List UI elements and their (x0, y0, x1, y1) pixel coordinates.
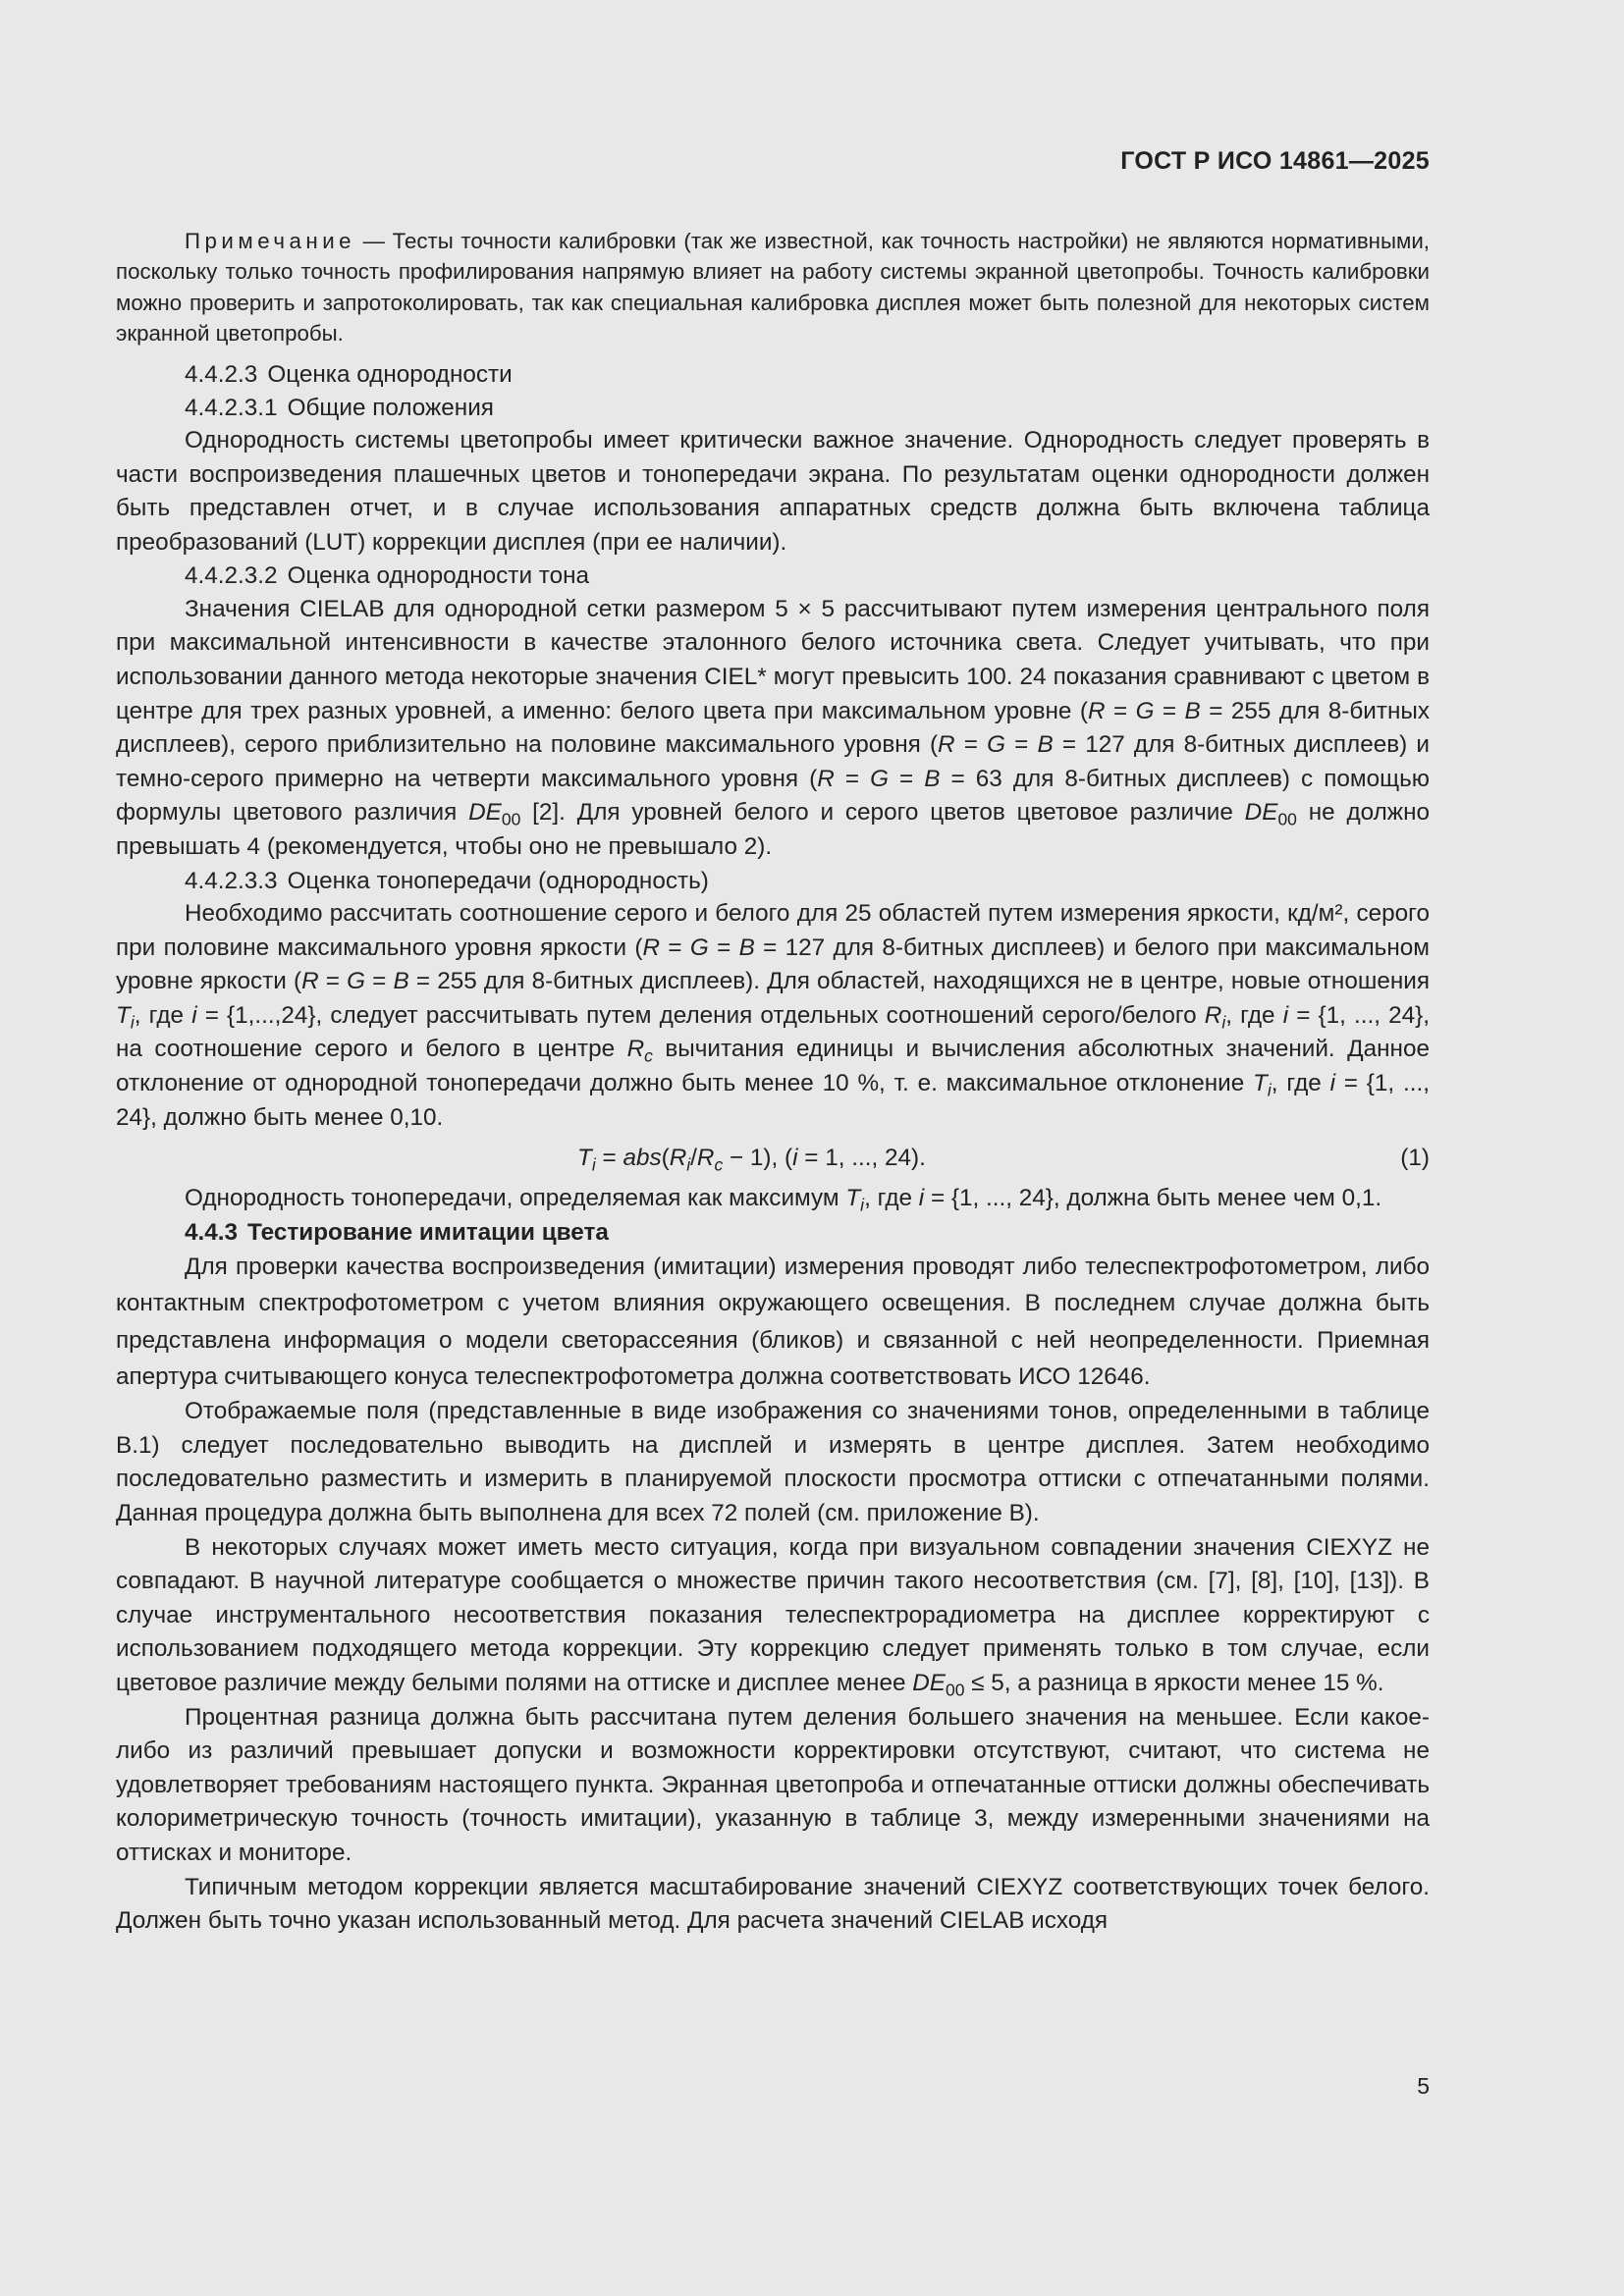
symbol-g: G (987, 731, 1005, 759)
subscript-i: i (130, 1012, 135, 1033)
text-run: = 63 для 8-битных дисплеев) с помощью формулы цветового различия (116, 765, 1430, 827)
note-label: Примечание (185, 229, 356, 253)
standard-header: ГОСТ Р ИСО 14861—2025 (1120, 147, 1430, 175)
subscript-i: i (1221, 1012, 1226, 1033)
text-run: = 127 для 8-битных дисплеев) и темно-серого примерно на четверти максимального уровня ( (116, 731, 1430, 792)
text-run: = (1105, 697, 1136, 724)
section-title: Тестирование имитации цвета (247, 1218, 609, 1246)
text-run: ≤ 5, а разница в яркости менее 15 %. (964, 1670, 1384, 1697)
section-number: 4.4.2.3.2 (185, 562, 278, 590)
symbol-t: T (1253, 1069, 1268, 1096)
text-run: не должно превышать 4 (рекомендуется, чтобы оно не превышало 2). (116, 799, 1430, 860)
text-run: вычитания единицы и вычисления абсолютных значений. Данное отклонение от однородной тонопередачи должно быть менее 10 %, т. е. максимальное отклонение (116, 1036, 1430, 1096)
subscript-i: i (591, 1154, 596, 1175)
text-run: = (1005, 731, 1038, 759)
text-run: Значения CIELAB для однородной сетки размером 5 × 5 рассчитывают путем измерения центрального поля при максимальной интенсивности в качестве эталонного белого источника света. Следует учитывать, что при использовании данного метода некоторые значения CIEL* могут превысить 100. 24 показания сравнивают с цветом в центре для трех разных уровней, а именно: белого цвета при максимальном уровне ( (116, 595, 1430, 724)
symbol-i: i (1282, 1001, 1289, 1029)
heading-4-4-2-3-1 (116, 392, 1430, 424)
section-title: Оценка однородности тона (287, 562, 590, 590)
symbol-i: i (191, 1001, 197, 1029)
formula-expression (577, 1135, 926, 1182)
symbol-r: R (669, 1145, 687, 1172)
text-run: − 1), ( (723, 1145, 793, 1172)
symbol-b: B (1184, 697, 1201, 724)
section-number: 4.4.3 (185, 1218, 239, 1246)
text-run: = (595, 1145, 623, 1172)
document-page (116, 0, 1430, 2296)
text-run: Необходимо рассчитать соотношение серого и белого для 25 областей путем измерения яркости, кд/м², серого при половине максимального уровня яркости ( (116, 899, 1430, 961)
symbol-r: R (301, 968, 319, 995)
paragraph-tone-uniformity (116, 593, 1430, 865)
symbol-t: T (845, 1185, 861, 1212)
function-abs: abs (623, 1145, 662, 1172)
note-paragraph (116, 226, 1430, 348)
section-title: Оценка тонопередачи (однородность) (287, 867, 709, 894)
symbol-r: R (1204, 1001, 1222, 1029)
symbol-i: i (1329, 1069, 1335, 1096)
symbol-g: G (347, 968, 366, 995)
symbol-b: B (393, 968, 409, 995)
text-run: = {1, ..., 24}, должно быть менее 0,10. (116, 1069, 1430, 1131)
text-run: = 127 для 8-битных дисплеев) и белого при максимальном уровне яркости ( (116, 934, 1430, 995)
heading-4-4-3 (116, 1216, 1430, 1249)
text-run: / (690, 1145, 697, 1172)
subscript-i: i (1267, 1080, 1272, 1100)
text-run: , где (864, 1185, 919, 1212)
text-run: = {1, ..., 24}, должна быть менее чем 0,1. (924, 1185, 1382, 1212)
paragraph-after-formula (116, 1182, 1430, 1216)
text-run: = 255 для 8-битных дисплеев), серого приблизительно на половине максимального уровня ( (116, 697, 1430, 759)
symbol-t: T (116, 1001, 131, 1029)
text-run: В некоторых случаях может иметь место ситуация, когда при визуальном совпадении значения CIEXYZ не совпадают. В научной литературе сообщается о множестве причин такого несоответствия (см. [7], [8], [10], [13]). В случае инструментального несоответствия показания телеспектрорадиометра на дисплее корректируют с использованием подходящего метода коррекции. Эту коррекцию следует применять только в том случае, если цветовое различие между белыми полями на оттиске и дисплее менее (116, 1533, 1430, 1697)
symbol-b: B (738, 934, 755, 961)
symbol-g: G (870, 765, 889, 792)
text-run: = {1,...,24}, следует рассчитывать путем деления отдельных соотношений серого/белого (196, 1001, 1205, 1029)
text-run: Однородность тонопередачи, определяемая как максимум (185, 1185, 846, 1212)
text-run: ( (661, 1145, 670, 1172)
symbol-r: R (817, 765, 835, 792)
subscript-c: c (714, 1154, 724, 1175)
subscript-00: 00 (1277, 809, 1297, 829)
paragraph-color-simulation-3 (116, 1531, 1430, 1701)
heading-4-4-2-3 (116, 358, 1430, 391)
symbol-g: G (689, 934, 709, 961)
paragraph-uniformity-general: Однородность системы цветопробы имеет критически важное значение. Однородность следует проверять в части воспроизведения плашечных цветов и тонопередачи экрана. По результатам оценки однородности должен быть представлен отчет, и в случае использования аппаратных средств должна быть включена таблица преобразований (LUT) коррекции дисплея (при ее наличии). (116, 427, 1430, 556)
text-run: = (954, 731, 988, 759)
text-run: = (888, 765, 925, 792)
subscript-i: i (860, 1195, 865, 1215)
symbol-r: R (1087, 697, 1106, 724)
symbol-r: R (938, 731, 955, 759)
section-title: Оценка однородности (267, 361, 513, 389)
text-run: = (1154, 697, 1185, 724)
heading-4-4-2-3-2 (116, 560, 1430, 592)
paragraph-tonal-uniformity (116, 897, 1430, 1135)
text-run: = (660, 934, 690, 961)
page-content (116, 226, 1430, 1939)
text-run: = (708, 934, 739, 961)
text-run: = {1, ..., 24}, на соотношение серого и белого в центре (116, 1001, 1431, 1063)
section-number: 4.4.2.3.1 (185, 394, 278, 421)
symbol-i: i (792, 1145, 798, 1172)
page-number: 5 (1417, 2073, 1430, 2099)
subscript-00: 00 (501, 809, 521, 829)
section-number: 4.4.2.3 (185, 361, 258, 389)
subscript-00: 00 (946, 1680, 965, 1700)
text-run: , где (134, 1001, 192, 1029)
paragraph-color-simulation-4: Процентная разница должна быть рассчитана путем деления большего значения на меньшее. Если какое-либо из различий превышает допуски и возможности корректировки отсутствуют, считают, что система не удовлетворяет требованиям настоящего пункта. Экранная цветопроба и отпечатанные оттиски должны обеспечивать колориметрическую точность (точность имитации), указанную в таблице 3, между измеренными значениями на оттисках и мониторе. (116, 1703, 1430, 1866)
symbol-r: R (626, 1036, 645, 1063)
symbol-t: T (577, 1145, 592, 1172)
symbol-g: G (1135, 697, 1155, 724)
text-run: = (365, 968, 394, 995)
text-run: [2]. Для уровней белого и серого цветов цветовое различие (520, 799, 1245, 827)
note-text: — Тесты точности калибровки (так же известной, как точность настройки) не являются нормативными, поскольку только точность профилирования напрямую влияет на работу системы экранной цветопробы. Точность калибровки можно проверить и запротоколировать, так как специальная калибровка дисплея может быть полезной для некоторых систем экранной цветопробы. (116, 229, 1430, 346)
text-run: , где (1271, 1069, 1330, 1096)
symbol-r: R (696, 1145, 715, 1172)
symbol-i: i (918, 1185, 925, 1212)
paragraph-color-simulation-2: Отображаемые поля (представленные в виде изображения со значениями тонов, определенными в таблице В.1) следует последовательно выводить на дисплей и измерять в центре дисплея. Затем необходимо последовательно разместить и измерить в планируемой плоскости просмотра оттиски с отпечатанными полями. Данная процедура должна быть выполнена для всех 72 полей (см. приложение В). (116, 1398, 1430, 1527)
section-title: Общие положения (287, 394, 494, 421)
symbol-de: DE (468, 799, 502, 827)
text-run: = (834, 765, 871, 792)
formula-1 (116, 1135, 1430, 1182)
paragraph-color-simulation-1: Для проверки качества воспроизведения (имитации) измерения проводят либо телеспектрофотометром, либо контактным спектрофотометром с учетом влияния окружающего освещения. В последнем случае должна быть представлена информация о модели светорассеяния (бликов) и связанной с ней неопределенности. Приемная апертура считывающего конуса телеспектрофотометра должна соответствовать ИСО 12646. (116, 1254, 1430, 1390)
symbol-de: DE (1244, 799, 1278, 827)
subscript-i: i (686, 1154, 691, 1175)
paragraph-color-simulation-5: Типичным методом коррекции является масштабирование значений CIEXYZ соответствующих точек белого. Должен быть точно указан использованный метод. Для расчета значений CIELAB исходя (116, 1873, 1430, 1935)
subscript-c: c (644, 1045, 653, 1066)
heading-4-4-2-3-3 (116, 865, 1430, 897)
text-run: = 1, ..., 24). (797, 1145, 926, 1172)
text-run: , где (1225, 1001, 1283, 1029)
symbol-b: B (1037, 731, 1054, 759)
text-run: = 255 для 8-битных дисплеев). Для областей, находящихся не в центре, новые отношения (408, 968, 1430, 995)
text-run: = (318, 968, 348, 995)
section-number: 4.4.2.3.3 (185, 867, 278, 894)
symbol-b: B (924, 765, 941, 792)
symbol-r: R (642, 934, 660, 961)
equation-number: (1) (1400, 1145, 1430, 1172)
symbol-de: DE (912, 1670, 946, 1697)
